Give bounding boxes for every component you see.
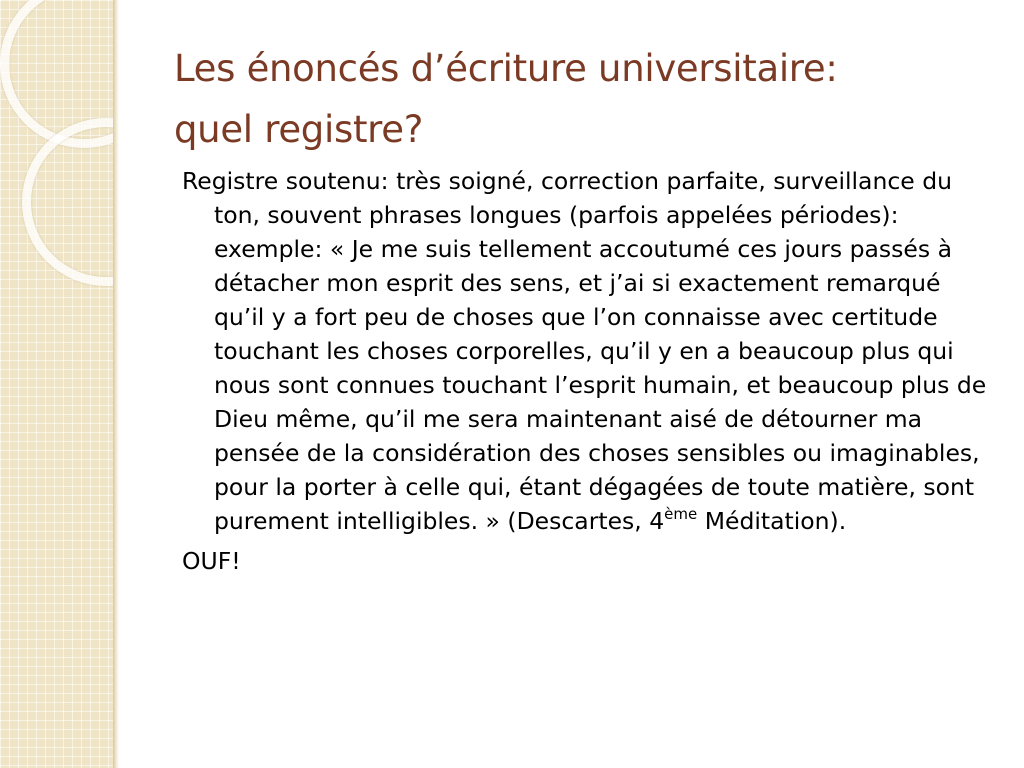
side-panel-edge — [113, 0, 119, 768]
decorative-ring-icon — [22, 118, 113, 286]
slide-title-line-2: quel registre? — [174, 108, 424, 151]
decorative-side-panel — [0, 0, 113, 768]
slide-title — [174, 38, 994, 160]
slide-title-line-1: Les énoncés d’écriture universitaire: — [174, 47, 838, 90]
body-paragraph-ouf: OUF! — [182, 547, 241, 575]
body-paragraph-tail: Méditation). — [697, 507, 847, 535]
slide-body — [182, 164, 992, 584]
ordinal-superscript: ème — [664, 505, 698, 523]
body-paragraph-text: Registre soutenu: très soigné, correction parfaite, surveillance du ton, souvent phrases longues (parfois appelées périodes): exemple: « Je me suis tellement accoutumé ces jours passés à détacher mon esprit des sens, et j’ai si exactement remarqué qu’il y a fort peu de choses que l’on connaisse avec certitude touchant les choses corporelles, qu’il y en a beaucoup plus qui nous sont connues touchant l’esprit humain, et beaucoup plus de Dieu même, qu’il me sera maintenant aisé de détourner ma pensée de la considération des choses sensibles ou imaginables, pour la porter à celle qui, étant dégagées de toute matière, sont purement intelligibles. » (Descartes, 4 — [182, 167, 987, 535]
decorative-rings — [0, 0, 113, 768]
body-paragraph-register — [182, 164, 992, 538]
